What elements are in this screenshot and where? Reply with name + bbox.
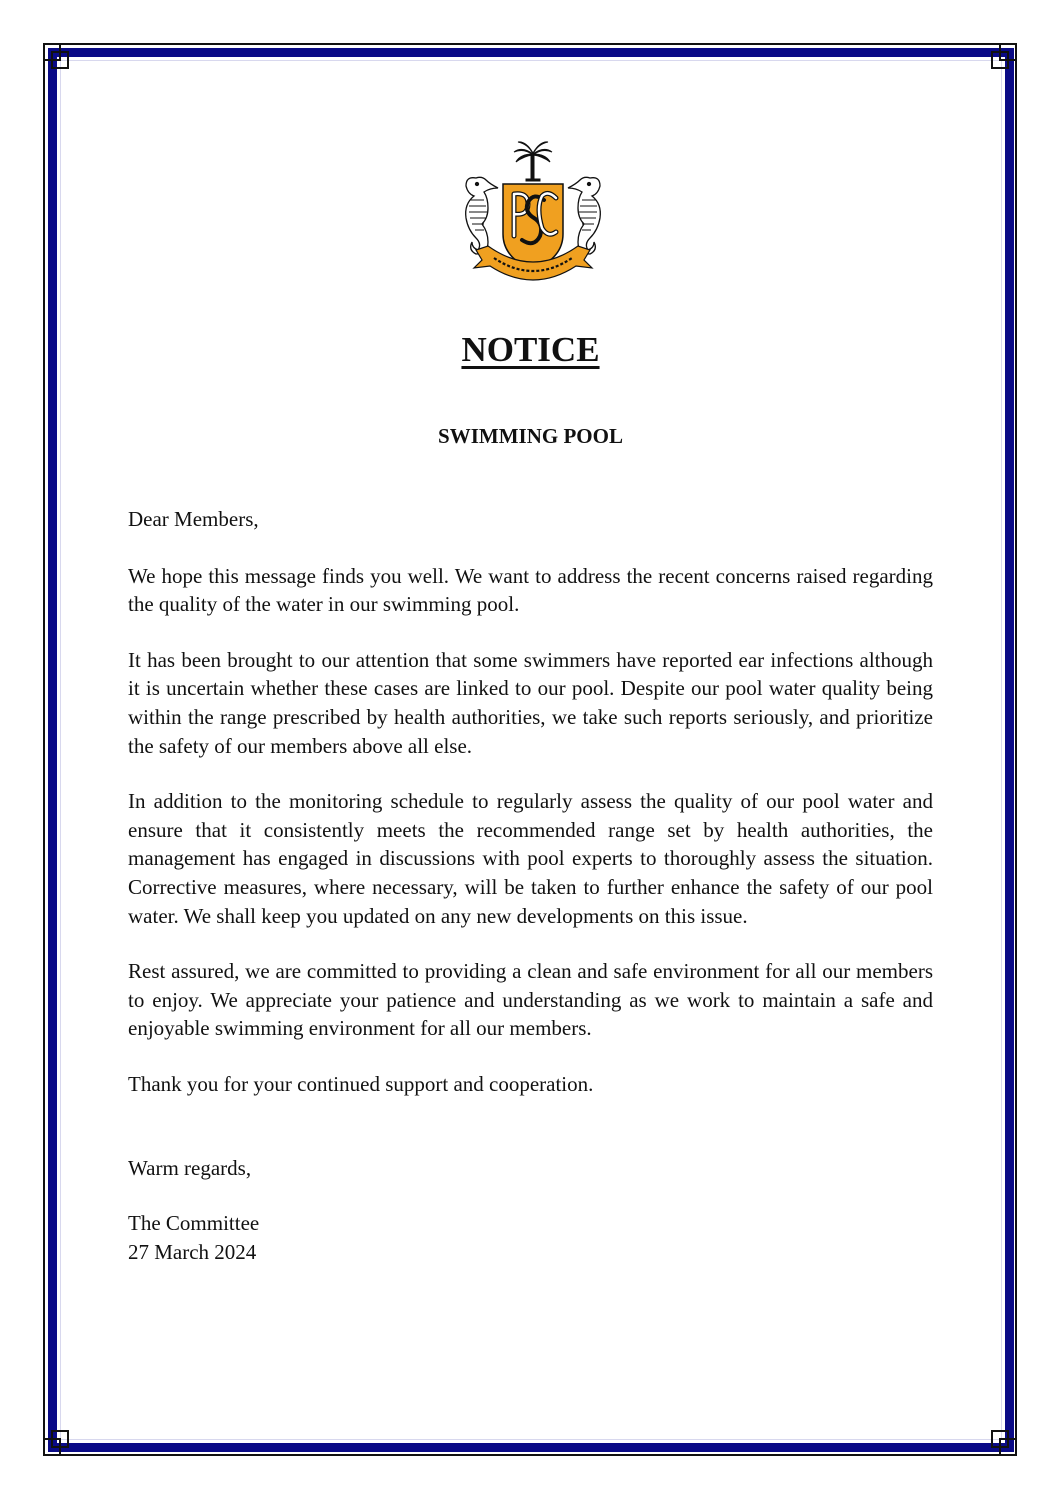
notice-title-text: NOTICE bbox=[461, 330, 600, 369]
corner-ornament-bottom-left-2 bbox=[51, 1430, 69, 1448]
paragraph-5: Thank you for your continued support and cooperation. bbox=[128, 1071, 594, 1096]
corner-ornament-bottom-right-2 bbox=[991, 1430, 1009, 1448]
seahorse-left-icon bbox=[466, 177, 498, 254]
paragraph-3: In addition to the monitoring schedule to regularly assess the quality of our pool water and ensure that it consistently meets the recommended range set by health authorities, the management has engaged in discussions with pool experts to thoroughly assess the situation. Corrective measures, where necessary, will be taken to further enhance the safety of our pool water. We shall keep you updated on any new developments on this issue. bbox=[128, 789, 933, 928]
border-band-bottom bbox=[48, 1443, 1014, 1452]
closing: Warm regards, bbox=[128, 1155, 252, 1180]
notice-date: 27 March 2024 bbox=[128, 1239, 257, 1264]
salutation: Dear Members, bbox=[128, 507, 259, 531]
notice-body bbox=[128, 505, 933, 1266]
signatory: The Committee bbox=[128, 1211, 260, 1236]
corner-ornament-top-left-2 bbox=[51, 51, 69, 69]
paragraph-2: It has been brought to our attention that some swimmers have reported ear infections although it is uncertain whether these cases are linked to our pool. Despite our pool water quality being within the range prescribed by health authorities, we take such reports seriously, and prioritize the safety of our members above all else. bbox=[128, 647, 933, 758]
palm-tree-icon bbox=[514, 142, 552, 181]
seahorse-right-icon bbox=[568, 177, 600, 254]
corner-ornament-top-right-2 bbox=[991, 51, 1009, 69]
club-logo bbox=[448, 138, 618, 286]
border-band-top bbox=[48, 48, 1014, 57]
border-band-right bbox=[1005, 48, 1014, 1452]
notice-subtitle: SWIMMING POOL bbox=[438, 424, 623, 448]
paragraph-4: Rest assured, we are committed to providing a clean and safe environment for all our members to enjoy. We appreciate your patience and understanding as we work to maintain a safe and enjoyable swimming environment for all our members. bbox=[128, 959, 933, 1041]
paragraph-1: We hope this message finds you well. We want to address the recent concerns raised regarding the quality of the water in our swimming pool. bbox=[128, 563, 933, 617]
notice-title bbox=[0, 330, 1061, 370]
border-band-left bbox=[48, 48, 57, 1452]
